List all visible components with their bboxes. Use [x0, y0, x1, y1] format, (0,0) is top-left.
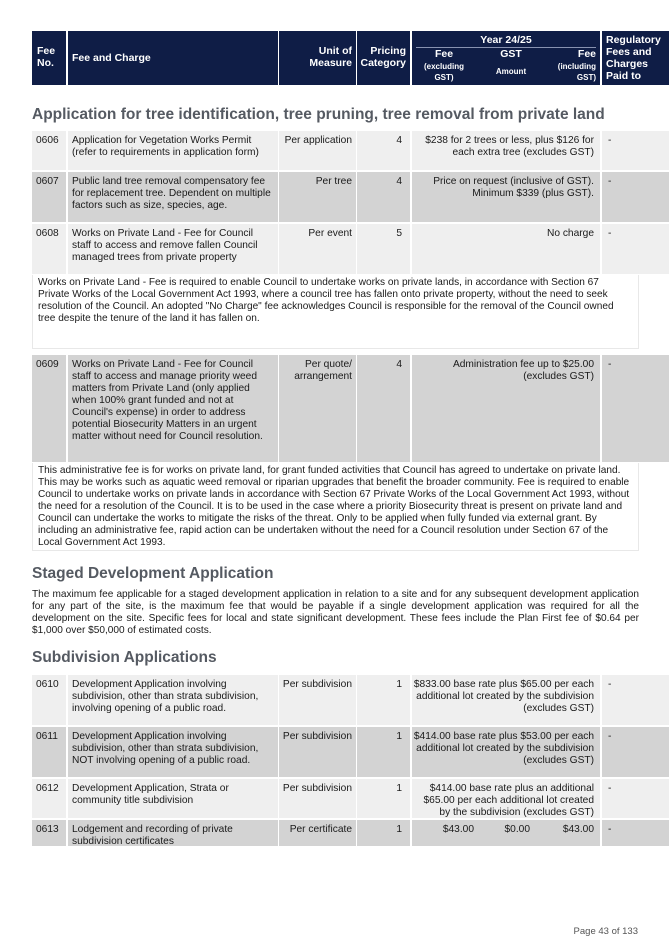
header-year: [412, 31, 600, 85]
table-row: [32, 820, 639, 846]
fee-description: Development Application involving subdivision, other than strata subdivision, NOT involving opening of a public road.: [68, 727, 278, 777]
fee-amount: $414.00 base rate plus an additional $65.00 per each additional lot created by the subdivision (excludes GST): [412, 779, 600, 818]
unit-of-measure: Per quote/ arrangement: [279, 355, 356, 462]
fee-number: 0610: [32, 675, 66, 725]
gst-amount: $0.00: [504, 824, 530, 835]
page-number: Page 43 of 133: [573, 926, 638, 937]
fee-excl-gst: $43.00: [442, 824, 474, 835]
header-fee-incl-sub: (including GST): [557, 62, 596, 82]
fee-amount: $833.00 base rate plus $65.00 per each additional lot created by the subdivision (excludes GST): [412, 675, 600, 725]
fee-amount-cells: [412, 820, 600, 846]
fee-number: 0609: [32, 355, 66, 462]
regulatory-paid-to: -: [602, 224, 669, 274]
note-0609: This administrative fee is for works on private land, for grant funded activities that Council has agreed to undertake on private land. This may be works such as aquatic weed removal or riparian upgrades that benefit the broader community. Fee is required to enable Council to undertake works on private lands in accordance with Section 67 Private Works of the Local Government Act 1993, without the need for a resolution of the Council. It is to be used in the case where a priority Biosecurity threat is present on private land and Council can undertake the works to mitigate the risks of the threat. Only to be applied when fully funded via external grant. By including an administrative fee, rapid action can be undertaken without the need for a Council resolution under Section 67 of the Local Government Act 1993.: [32, 463, 639, 551]
fee-amount: No charge: [412, 224, 600, 274]
regulatory-paid-to: -: [602, 779, 669, 818]
staged-description: The maximum fee applicable for a staged development application in relation to a site and for any subsequent development application for any part of the site, is the maximum fee that would be payable if a single development application was required for all the development on the site. Specific fees for local and state significant development. These fees include the Plan First fee of $0.64 per $1,000 over $50,000 of estimated costs.: [32, 589, 639, 636]
header-fee-excl-sub: (excluding GST): [423, 62, 464, 82]
header-fee-and-charge: Fee and Charge: [68, 31, 278, 85]
fee-description: Application for Vegetation Works Permit (refer to requirements in application form): [68, 131, 278, 170]
header-fee-no: Fee No.: [32, 31, 66, 85]
table-row: [32, 355, 639, 462]
pricing-category: 1: [357, 675, 410, 725]
unit-of-measure: Per certificate: [279, 820, 356, 846]
pricing-category: 1: [357, 820, 410, 846]
fee-description: Lodgement and recording of private subdivision certificates: [68, 820, 278, 846]
unit-of-measure: Per tree: [279, 172, 356, 222]
header-unit-of-measure: Unit of Measure: [279, 31, 356, 85]
table-header: [32, 31, 661, 85]
pricing-category: 4: [357, 172, 410, 222]
pricing-category: 4: [357, 131, 410, 170]
fee-number: 0612: [32, 779, 66, 818]
fee-description: Works on Private Land - Fee for Council staff to access and manage priority weed matters from Private Land (only applied when 100% grant funded and not at Council's expense) in order to address potential Biosecurity Matters in an urgent matter without need for Council resolution.: [68, 355, 278, 462]
regulatory-paid-to: -: [602, 172, 669, 222]
pricing-category: 1: [357, 779, 410, 818]
header-fee-incl: Fee: [577, 48, 596, 60]
fee-number: 0608: [32, 224, 66, 274]
fee-amount: Administration fee up to $25.00 (excludes GST): [412, 355, 600, 462]
section-heading-subdivision: Subdivision Applications: [32, 649, 217, 666]
header-pricing-category: Pricing Category: [357, 31, 410, 85]
regulatory-paid-to: -: [602, 675, 669, 725]
fee-number: 0611: [32, 727, 66, 777]
header-year-label: Year 24/25: [480, 34, 532, 46]
regulatory-paid-to: -: [602, 727, 669, 777]
section-heading-tree: Application for tree identification, tree pruning, tree removal from private land: [32, 106, 605, 123]
fee-description: Works on Private Land - Fee for Council staff to access and remove fallen Council managed trees from private property: [68, 224, 278, 274]
fee-description: Development Application involving subdivision, other than strata subdivision, involving opening of a public road.: [68, 675, 278, 725]
fee-number: 0607: [32, 172, 66, 222]
fee-number: 0613: [32, 820, 66, 846]
table-row: [32, 779, 639, 818]
fee-amount: $238 for 2 trees or less, plus $126 for each extra tree (excludes GST): [412, 131, 600, 170]
unit-of-measure: Per application: [279, 131, 356, 170]
fee-description: Development Application, Strata or community title subdivision: [68, 779, 278, 818]
fee-amount: Price on request (inclusive of GST). Minimum $339 (plus GST).: [412, 172, 600, 222]
section-heading-staged: Staged Development Application: [32, 565, 274, 582]
fee-number: 0606: [32, 131, 66, 170]
regulatory-paid-to: -: [602, 820, 669, 846]
table-row: [32, 727, 639, 777]
fee-description: Public land tree removal compensatory fee for replacement tree. Dependent on multiple factors such as size, species, age.: [68, 172, 278, 222]
table-row: [32, 675, 639, 725]
unit-of-measure: Per event: [279, 224, 356, 274]
fee-amount: $414.00 base rate plus $53.00 per each additional lot created by the subdivision (excludes GST): [412, 727, 600, 777]
unit-of-measure: Per subdivision: [279, 779, 356, 818]
header-gst-sub: Amount: [495, 67, 527, 76]
pricing-category: 1: [357, 727, 410, 777]
regulatory-paid-to: -: [602, 355, 669, 462]
note-0608: Works on Private Land - Fee is required to enable Council to undertake works on private lands, in accordance with Section 67 Private Works of the Local Government Act 1993, where a council tree has fallen onto private property, without the need to seek resolution of the Council. An adopted "No Charge" fee acknowledges Council is responsible for the removal of the Council owned tree despite the tenure of the land it has fallen on.: [32, 275, 639, 349]
pricing-category: 5: [357, 224, 410, 274]
fee-incl-gst: $43.00: [562, 824, 594, 835]
header-regulatory: Regulatory Fees and Charges Paid to: [602, 31, 669, 85]
table-row: [32, 172, 639, 222]
unit-of-measure: Per subdivision: [279, 727, 356, 777]
header-fee-excl: Fee: [434, 48, 454, 60]
header-gst: GST: [500, 48, 522, 60]
pricing-category: 4: [357, 355, 410, 462]
unit-of-measure: Per subdivision: [279, 675, 356, 725]
table-row: [32, 224, 639, 274]
table-row: [32, 131, 639, 170]
regulatory-paid-to: -: [602, 131, 669, 170]
